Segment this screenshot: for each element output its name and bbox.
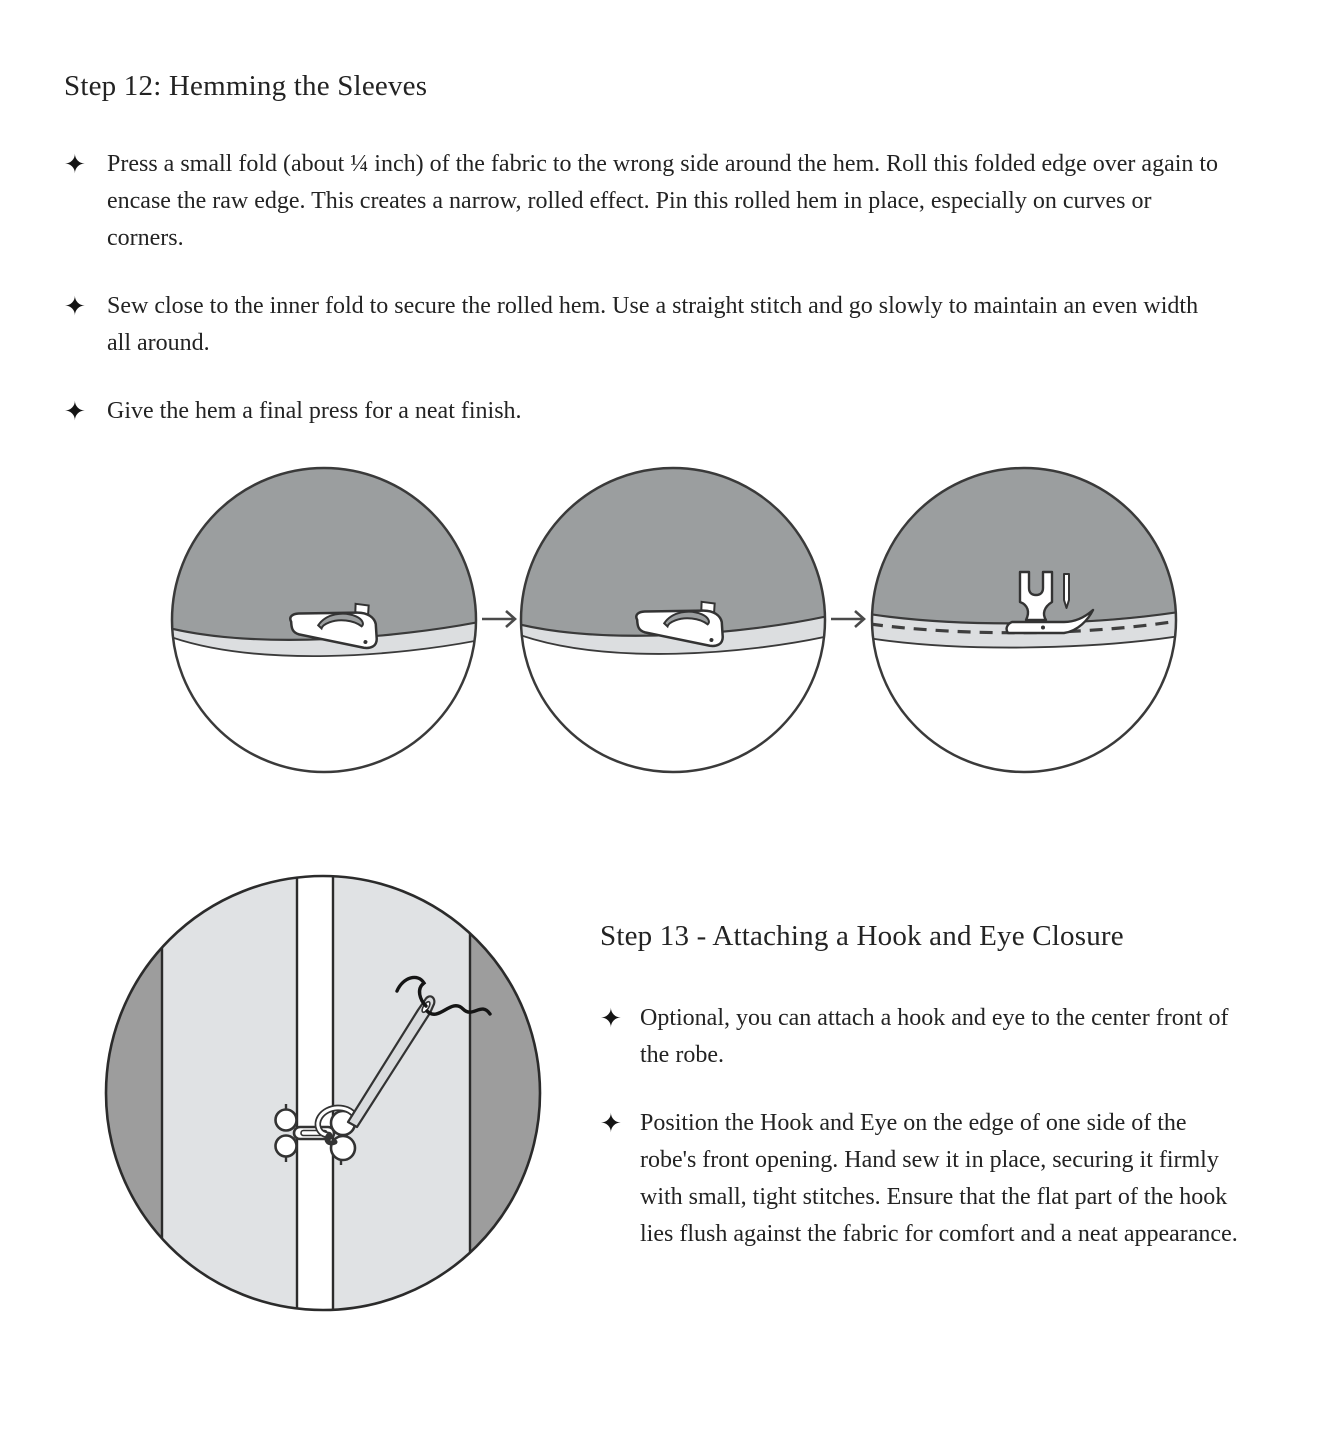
figure-press-fold-1 xyxy=(168,464,480,776)
step12-bullet-1 xyxy=(64,146,1222,257)
step12-heading: Step 12: Hemming the Sleeves xyxy=(64,70,428,102)
step13-bullet-2-text: Position the Hook and Eye on the edge of one side of the robe's front opening. Hand sew it in place, securing it firmly with small, tight stitches. Ensure that the flat part of the hook lies flush against the fabric for comfort and a neat appearance. xyxy=(640,1110,1238,1247)
arrow-right-icon xyxy=(481,606,521,632)
step12-bullet-2 xyxy=(64,288,1222,362)
arrow-right-icon xyxy=(830,606,870,632)
step12-bullet-2-text: Sew close to the inner fold to secure the rolled hem. Use a straight stitch and go slowly to maintain an even width all around. xyxy=(107,293,1199,356)
figure-hook-and-eye xyxy=(103,873,543,1313)
four-pointed-star-icon: ✦ xyxy=(64,150,86,179)
step12-bullet-3-text: Give the hem a final press for a neat finish. xyxy=(107,398,522,424)
four-pointed-star-icon: ✦ xyxy=(600,1004,622,1033)
figure-stitch-hem xyxy=(868,464,1180,776)
needle-icon xyxy=(1064,574,1069,608)
presser-foot-stitch-illustration xyxy=(868,464,1180,776)
step13-bullet-1 xyxy=(600,1000,1240,1074)
four-pointed-star-icon: ✦ xyxy=(64,292,86,321)
four-pointed-star-icon: ✦ xyxy=(64,397,86,426)
step13-bullet-1-text: Optional, you can attach a hook and eye to the center front of the robe. xyxy=(640,1005,1229,1068)
hook-and-eye-illustration xyxy=(103,873,543,1313)
step13-bullet-2 xyxy=(600,1105,1240,1253)
step12-bullet-1-text: Press a small fold (about ¼ inch) of the fabric to the wrong side around the hem. Roll this folded edge over again to encase the raw edge. This creates a narrow, rolled effect. Pin this rolled hem in place, especially on curves or corners. xyxy=(107,151,1219,251)
figure-press-fold-2 xyxy=(517,464,829,776)
step12-bullet-3 xyxy=(64,393,1222,430)
four-pointed-star-icon: ✦ xyxy=(600,1109,622,1138)
step13-heading: Step 13 - Attaching a Hook and Eye Closure xyxy=(600,920,1124,952)
press-rolled-hem-iron-illustration xyxy=(517,464,829,776)
press-fold-iron-illustration xyxy=(168,464,480,776)
